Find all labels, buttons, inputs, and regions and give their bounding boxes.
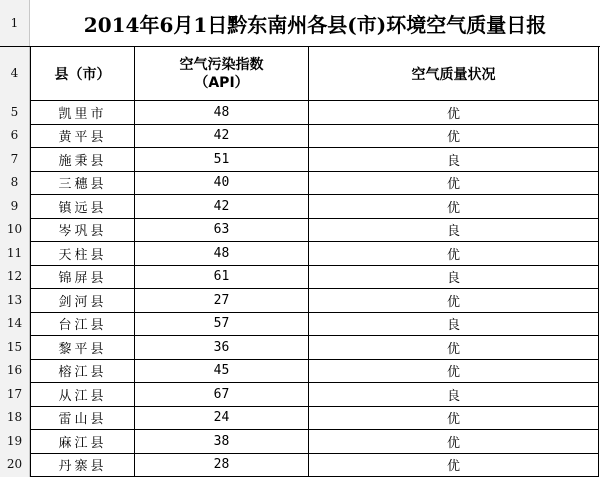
row-number[interactable]: 4 (10, 66, 19, 80)
row-number[interactable]: 20 (6, 457, 23, 472)
table-row (31, 359, 599, 383)
title-row (0, 0, 600, 47)
row-number[interactable]: 7 (10, 151, 19, 166)
table-row (31, 242, 599, 266)
cell-api[interactable]: 36 (135, 336, 309, 360)
row-number[interactable]: 5 (10, 104, 19, 119)
row-number[interactable]: 8 (10, 175, 19, 190)
cell-county[interactable]: 黎平县 (31, 336, 135, 360)
cell-api[interactable]: 40 (135, 171, 309, 195)
cell-quality[interactable]: 良 (309, 312, 599, 336)
cell-county[interactable]: 施秉县 (31, 148, 135, 172)
row-number[interactable]: 16 (6, 363, 23, 378)
cell-quality[interactable]: 优 (309, 242, 599, 266)
cell-county[interactable]: 三穗县 (31, 171, 135, 195)
row-number[interactable]: 10 (6, 222, 23, 237)
cell-api[interactable]: 48 (135, 101, 309, 125)
table-row (31, 453, 599, 477)
cell-api[interactable]: 42 (135, 124, 309, 148)
cell-county[interactable]: 岑巩县 (31, 218, 135, 242)
cell-api[interactable]: 38 (135, 430, 309, 454)
cell-county[interactable]: 雷山县 (31, 406, 135, 430)
table-row (31, 383, 599, 407)
cell-county[interactable]: 从江县 (31, 383, 135, 407)
cell-county[interactable]: 台江县 (31, 312, 135, 336)
table-row (31, 171, 599, 195)
cell-county[interactable]: 锦屏县 (31, 265, 135, 289)
table-row (31, 148, 599, 172)
table-row (31, 430, 599, 454)
table-row (31, 312, 599, 336)
table-row (31, 336, 599, 360)
cell-quality[interactable]: 优 (309, 336, 599, 360)
col-header-api-line1: 空气污染指数 (179, 56, 264, 73)
cell-county[interactable]: 剑河县 (31, 289, 135, 313)
cell-quality[interactable]: 良 (309, 218, 599, 242)
row-number[interactable]: 14 (6, 316, 23, 331)
row-number[interactable]: 11 (6, 245, 23, 260)
cell-api[interactable]: 61 (135, 265, 309, 289)
table-row (31, 265, 599, 289)
cell-api[interactable]: 27 (135, 289, 309, 313)
report-title[interactable]: 2014年6月1日黔东南州各县(市)环境空气质量日报 (83, 12, 547, 37)
cell-api[interactable]: 28 (135, 453, 309, 477)
row-number[interactable]: 17 (6, 386, 23, 401)
cell-quality[interactable]: 优 (309, 124, 599, 148)
cell-quality[interactable]: 优 (309, 406, 599, 430)
table-row (31, 406, 599, 430)
cell-county[interactable]: 镇远县 (31, 195, 135, 219)
row-number[interactable]: 15 (6, 339, 23, 354)
cell-county[interactable]: 丹寨县 (31, 453, 135, 477)
cell-api[interactable]: 67 (135, 383, 309, 407)
cell-api[interactable]: 48 (135, 242, 309, 266)
col-header-quality[interactable]: 空气质量状况 (309, 47, 599, 101)
cell-quality[interactable]: 良 (309, 148, 599, 172)
cell-api[interactable]: 51 (135, 148, 309, 172)
cell-api[interactable]: 63 (135, 218, 309, 242)
cell-quality[interactable]: 优 (309, 359, 599, 383)
table-row (31, 289, 599, 313)
row-number[interactable]: 19 (6, 433, 23, 448)
cell-quality[interactable]: 优 (309, 453, 599, 477)
cell-api[interactable]: 45 (135, 359, 309, 383)
table-row (31, 101, 599, 125)
cell-quality[interactable]: 良 (309, 265, 599, 289)
cell-quality[interactable]: 良 (309, 383, 599, 407)
col-header-api-line2: （API） (194, 74, 249, 91)
cell-county[interactable]: 凯里市 (31, 101, 135, 125)
table-header-row (31, 47, 599, 101)
table-row (31, 195, 599, 219)
cell-api[interactable]: 57 (135, 312, 309, 336)
row-number[interactable]: 1 (10, 16, 19, 30)
cell-api[interactable]: 42 (135, 195, 309, 219)
table-row (31, 124, 599, 148)
cell-quality[interactable]: 优 (309, 195, 599, 219)
row-number[interactable]: 6 (10, 128, 19, 143)
cell-quality[interactable]: 优 (309, 171, 599, 195)
cell-county[interactable]: 榕江县 (31, 359, 135, 383)
cell-county[interactable]: 麻江县 (31, 430, 135, 454)
row-number[interactable]: 12 (6, 269, 23, 284)
cell-quality[interactable]: 优 (309, 430, 599, 454)
table-row (31, 218, 599, 242)
cell-quality[interactable]: 优 (309, 289, 599, 313)
cell-county[interactable]: 天柱县 (31, 242, 135, 266)
cell-county[interactable]: 黄平县 (31, 124, 135, 148)
row-number[interactable]: 9 (10, 198, 19, 213)
row-number[interactable]: 13 (6, 292, 23, 307)
col-header-county[interactable]: 县（市） (31, 47, 135, 101)
row-number[interactable]: 18 (6, 410, 23, 425)
cell-quality[interactable]: 优 (309, 101, 599, 125)
cell-api[interactable]: 24 (135, 406, 309, 430)
air-quality-table (30, 46, 599, 477)
col-header-api[interactable] (135, 47, 309, 101)
